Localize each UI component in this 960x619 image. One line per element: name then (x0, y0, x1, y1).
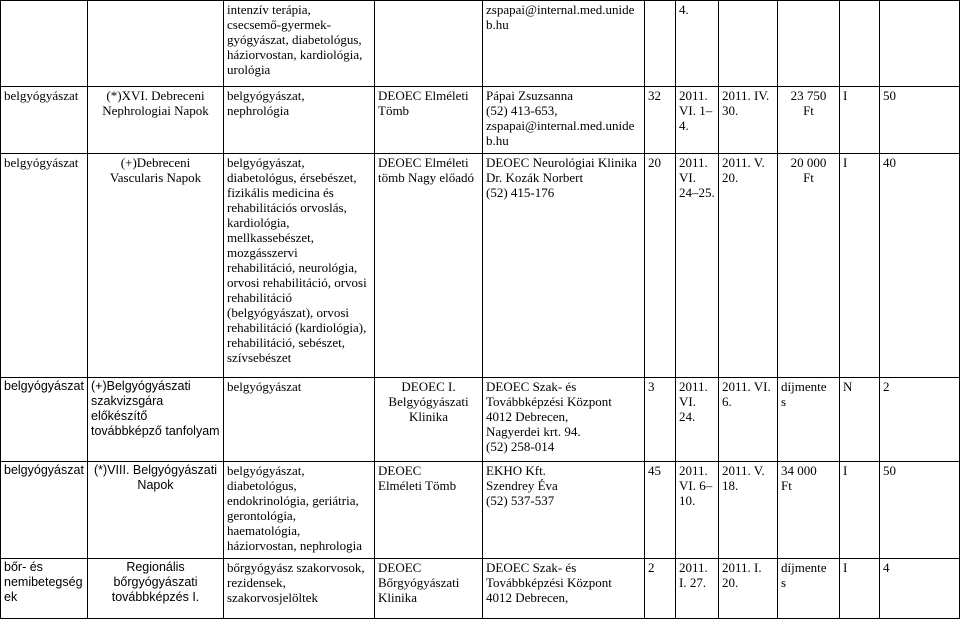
table-row (1, 559, 960, 619)
course-title-cell: (+)Belgyógyászati szakvizsgára előkészítő továbbképző tanfolyam (88, 378, 224, 462)
points-cell: 20 (645, 154, 676, 378)
specialty-cell: bőr- és nemibetegség ek (1, 559, 88, 619)
fee-cell: 20 000 Ft (778, 154, 840, 378)
venue-cell: DEOEC Elméleti tömb Nagy előadó (375, 154, 483, 378)
table-row (1, 378, 960, 462)
deadline-cell: 2011. VI. 6. (719, 378, 778, 462)
credit-specialties-cell: bőrgyógyász szakorvosok, rezidensek, szakorvosjelöltek (224, 559, 375, 619)
date-cell: 2011. VI. 24. (676, 378, 719, 462)
specialty-cell: belgyógyászat (1, 87, 88, 154)
table-row (1, 87, 960, 154)
table-row (1, 1, 960, 87)
points-cell: 45 (645, 462, 676, 559)
specialty-cell: belgyógyászat (1, 378, 88, 462)
venue-cell: DEOEC Elméleti Tömb (375, 462, 483, 559)
table-row (1, 154, 960, 378)
type-cell: I (840, 462, 880, 559)
deadline-cell: 2011. IV. 30. (719, 87, 778, 154)
organizer-cell: DEOEC Neurológiai Klinika Dr. Kozák Norbert (52) 415-176 (483, 154, 645, 378)
credit-specialties-cell: belgyógyászat, diabetológus, érsebészet, fizikális medicina és rehabilitációs orvoslás, kardiológia, mellkassebészet, mozgásszervi rehabilitáció, neurológia, orvosi rehabilitáció, orvosi rehabilitáció (belgyógyászat), orvosi rehabilitáció (kardiológia), rehabilitáció, sebészet, szívsebészet (224, 154, 375, 378)
deadline-cell: 2011. V. 18. (719, 462, 778, 559)
credit-specialties-cell: belgyógyászat, nephrológia (224, 87, 375, 154)
headcount-cell: 40 (880, 154, 960, 378)
type-cell: I (840, 154, 880, 378)
deadline-cell (719, 1, 778, 87)
fee-cell: díjmente s (778, 559, 840, 619)
venue-cell: DEOEC I. Belgyógyászati Klinika (375, 378, 483, 462)
type-cell: I (840, 87, 880, 154)
type-cell (840, 1, 880, 87)
points-cell: 32 (645, 87, 676, 154)
fee-cell: díjmente s (778, 378, 840, 462)
headcount-cell (880, 1, 960, 87)
headcount-cell: 50 (880, 462, 960, 559)
specialty-cell: belgyógyászat (1, 462, 88, 559)
specialty-cell (1, 1, 88, 87)
headcount-cell: 50 (880, 87, 960, 154)
organizer-cell: zspapai@internal.med.unide b.hu (483, 1, 645, 87)
organizer-cell: DEOEC Szak- és Továbbképzési Központ 4012 Debrecen, Nagyerdei krt. 94. (52) 258-014 (483, 378, 645, 462)
table-row (1, 462, 960, 559)
fee-cell: 23 750 Ft (778, 87, 840, 154)
organizer-cell: Pápai Zsuzsanna (52) 413-653, zspapai@internal.med.unide b.hu (483, 87, 645, 154)
date-cell: 2011. VI. 6– 10. (676, 462, 719, 559)
date-cell: 2011. VI. 24–25. (676, 154, 719, 378)
organizer-cell: DEOEC Szak- és Továbbképzési Központ 4012 Debrecen, (483, 559, 645, 619)
fee-cell: 34 000 Ft (778, 462, 840, 559)
organizer-cell: EKHO Kft. Szendrey Éva (52) 537-537 (483, 462, 645, 559)
date-cell: 4. (676, 1, 719, 87)
points-cell: 2 (645, 559, 676, 619)
credit-specialties-cell: intenzív terápia, csecsemő-gyermek- gyógyászat, diabetológus, háziorvostan, kardiológia, urológia (224, 1, 375, 87)
course-title-cell: Regionális bőrgyógyászati továbbképzés I. (88, 559, 224, 619)
date-cell: 2011. VI. 1– 4. (676, 87, 719, 154)
course-title-cell: (*)VIII. Belgyógyászati Napok (88, 462, 224, 559)
type-cell: N (840, 378, 880, 462)
credit-specialties-cell: belgyógyászat, diabetológus, endokrinológia, geriátria, gerontológia, haematológia, háziorvostan, nephrologia (224, 462, 375, 559)
course-title-cell: (*)XVI. Debreceni Nephrologiai Napok (88, 87, 224, 154)
course-title-cell: (+)Debreceni Vascularis Napok (88, 154, 224, 378)
fee-cell (778, 1, 840, 87)
table-body (1, 1, 960, 619)
headcount-cell: 4 (880, 559, 960, 619)
deadline-cell: 2011. V. 20. (719, 154, 778, 378)
points-cell: 3 (645, 378, 676, 462)
deadline-cell: 2011. I. 20. (719, 559, 778, 619)
venue-cell: DEOEC Bőrgyógyászati Klinika (375, 559, 483, 619)
venue-cell: DEOEC Elméleti Tömb (375, 87, 483, 154)
specialty-cell: belgyógyászat (1, 154, 88, 378)
type-cell: I (840, 559, 880, 619)
venue-cell (375, 1, 483, 87)
headcount-cell: 2 (880, 378, 960, 462)
date-cell: 2011. I. 27. (676, 559, 719, 619)
course-title-cell (88, 1, 224, 87)
credit-specialties-cell: belgyógyászat (224, 378, 375, 462)
points-cell (645, 1, 676, 87)
